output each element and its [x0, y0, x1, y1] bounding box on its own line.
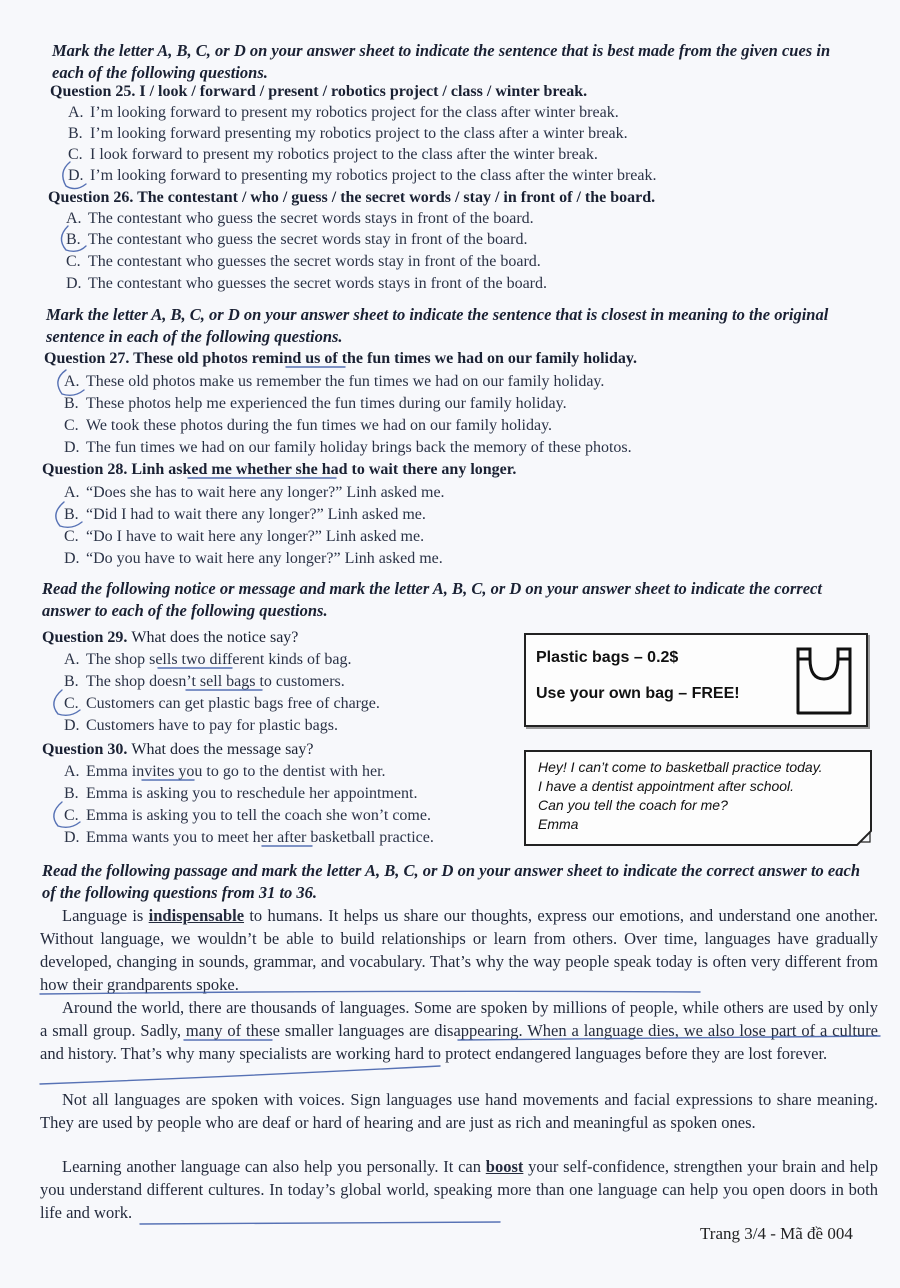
section-instruction-2: Mark the letter A, B, C, or D on your answer sheet to indicate the sentence that is closest in meaning to the original sentence in each of the following questions.	[46, 305, 829, 346]
option-text: “Does she has to wait here any longer?” Linh asked me.	[86, 484, 445, 501]
p4-start: Learning another language can also help you personally. It can	[62, 1157, 486, 1176]
option-letter: D.	[68, 167, 84, 184]
message-line-3: Can you tell the coach for me?	[538, 797, 728, 813]
question-26	[48, 188, 868, 208]
q30-option-d[interactable]	[64, 828, 434, 848]
p2-text: Around the world, there are thousands of languages. Some are spoken by millions of people, while others are used by only a small group. Sadly, many of these smaller languages are disappearing. When a language dies, we also lose part of a culture and history. That’s why many specialists are working hard to protect endangered languages before they are lost forever.	[40, 998, 878, 1063]
shopping-bag-icon	[792, 645, 856, 717]
q25-option-b[interactable]	[68, 124, 628, 144]
option-letter: A.	[64, 651, 80, 668]
highlighted-word-indispensable: indispensable	[148, 906, 245, 925]
question-label: Question 27.	[44, 350, 130, 367]
option-letter: C.	[68, 146, 83, 163]
option-text: These old photos make us remember the fun times we had on our family holiday.	[86, 373, 605, 390]
option-text: The contestant who guess the secret words stay in front of the board.	[88, 231, 528, 248]
section-instruction-3: Read the following notice or message and mark the letter A, B, C, or D on your answer sheet to indicate the correct answer to each of the following questions.	[42, 579, 822, 620]
q25-option-c[interactable]	[68, 145, 598, 165]
message-line-1: Hey! I can’t come to basketball practice today.	[538, 759, 823, 775]
highlighted-word-boost: boost	[485, 1157, 524, 1176]
option-text: Emma is asking you to tell the coach she won’t come.	[86, 807, 431, 824]
option-letter: C.	[64, 807, 79, 824]
q25-option-a[interactable]	[68, 103, 619, 123]
option-letter: A.	[66, 210, 82, 227]
option-letter: A.	[68, 104, 84, 121]
option-letter: B.	[64, 395, 79, 412]
question-label: Question 29.	[42, 629, 128, 646]
q26-option-d[interactable]	[66, 274, 547, 294]
option-letter: D.	[66, 275, 82, 292]
option-letter: D.	[64, 439, 80, 456]
option-letter: D.	[64, 829, 80, 846]
message-text	[538, 758, 868, 834]
q30-option-b[interactable]	[64, 784, 417, 804]
q28-option-d[interactable]	[64, 549, 443, 569]
option-letter: B.	[64, 785, 79, 802]
option-letter: D.	[64, 717, 80, 734]
q28-option-c[interactable]	[64, 527, 424, 547]
option-text: “Did I had to wait there any longer?” Linh asked me.	[86, 506, 426, 523]
option-text: The shop doesn’t sell bags to customers.	[86, 673, 345, 690]
question-25	[50, 82, 870, 102]
p1-start: Language is	[62, 906, 149, 925]
option-letter: D.	[64, 550, 80, 567]
option-text: We took these photos during the fun times we had on our family holiday.	[86, 417, 553, 434]
option-letter: C.	[66, 253, 81, 270]
option-text: The contestant who guesses the secret words stay in front of the board.	[88, 253, 541, 270]
page-footer: Trang 3/4 - Mã đề 004	[700, 1224, 853, 1243]
option-text: The shop sells two different kinds of bag.	[86, 651, 352, 668]
notice-line-2: Use your own bag – FREE!	[536, 685, 740, 702]
q29-option-b[interactable]	[64, 672, 345, 692]
passage-paragraph-3	[40, 1088, 878, 1134]
passage-paragraph-4	[40, 1155, 878, 1224]
question-29	[42, 628, 512, 648]
q29-option-a[interactable]	[64, 650, 351, 670]
option-letter: C.	[64, 417, 79, 434]
q28-option-a[interactable]	[64, 483, 445, 503]
p4-end: your self-confidence, strengthen your brain and help you understand different cultures. In today’s global world, speaking more than one language can help you open doors in both life and work.	[40, 1157, 879, 1222]
option-letter: B.	[64, 506, 79, 523]
q28-option-b[interactable]	[64, 505, 426, 525]
question-30	[42, 740, 512, 760]
question-label: Question 25.	[50, 83, 136, 100]
message-box	[524, 750, 872, 846]
question-stem: What does the notice say?	[131, 629, 299, 646]
p1-end: to humans. It helps us share our thoughts, express our emotions, and understand one another. Without language, we wouldn’t be able to build relationships or learn from others. Over time, languages have gradually developed, changing in sounds, grammar, and vocabulary. That’s why the way people speak today is often very different from how their grandparents spoke.	[40, 906, 878, 994]
underline-culture	[40, 1066, 440, 1084]
passage-paragraph-1	[40, 904, 878, 996]
question-stem: Linh asked me whether she had to wait there any longer.	[131, 461, 517, 478]
q30-option-c[interactable]	[64, 806, 431, 826]
q27-option-a[interactable]	[64, 372, 604, 392]
option-text: I’m looking forward to presenting my robotics project to the class after the winter break.	[90, 167, 657, 184]
p3-text: Not all languages are spoken with voices. Sign languages use hand movements and facial expressions to share meaning. They are used by people who are deaf or hard of hearing and are just as rich and meaningful as spoken ones.	[40, 1090, 878, 1132]
passage-paragraph-2	[40, 996, 878, 1065]
option-text: Emma invites you to go to the dentist with her.	[86, 763, 386, 780]
option-letter: A.	[64, 484, 80, 501]
notice-line-1: Plastic bags – 0.2$	[536, 649, 679, 666]
option-letter: B.	[66, 231, 81, 248]
q26-option-b[interactable]	[66, 230, 527, 250]
q25-option-d[interactable]	[68, 166, 657, 186]
q26-option-a[interactable]	[66, 209, 534, 229]
section-instruction-1: Mark the letter A, B, C, or D on your answer sheet to indicate the sentence that is best made from the given cues in each of the following questions.	[52, 41, 831, 82]
question-label: Question 30.	[42, 741, 128, 758]
option-text: I’m looking forward to present my robotics project for the class after winter break.	[90, 104, 619, 121]
option-letter: C.	[64, 695, 79, 712]
q29-option-c[interactable]	[64, 694, 380, 714]
question-stem: I / look / forward / present / robotics project / class / winter break.	[139, 83, 588, 100]
option-text: Emma is asking you to reschedule her appointment.	[86, 785, 418, 802]
question-label: Question 28.	[42, 461, 128, 478]
option-letter: A.	[64, 373, 80, 390]
option-letter: B.	[68, 125, 83, 142]
q29-option-d[interactable]	[64, 716, 338, 736]
option-text: Customers can get plastic bags free of charge.	[86, 695, 380, 712]
option-text: These photos help me experienced the fun times during our family holiday.	[86, 395, 567, 412]
question-stem: What does the message say?	[131, 741, 314, 758]
q26-option-c[interactable]	[66, 252, 541, 272]
q27-option-c[interactable]	[64, 416, 552, 436]
option-text: “Do I have to wait here any longer?” Linh asked me.	[86, 528, 425, 545]
option-text: Customers have to pay for plastic bags.	[86, 717, 338, 734]
option-letter: A.	[64, 763, 80, 780]
question-28	[42, 460, 862, 480]
question-27	[44, 349, 864, 369]
option-text: The contestant who guess the secret words stays in front of the board.	[88, 210, 534, 227]
question-stem: These old photos remind us of the fun times we had on our family holiday.	[133, 350, 637, 367]
option-letter: C.	[64, 528, 79, 545]
page-fold-icon	[856, 830, 872, 846]
option-text: Emma wants you to meet her after basketball practice.	[86, 829, 434, 846]
option-text: The contestant who guesses the secret words stays in front of the board.	[88, 275, 547, 292]
section-instruction-4: Read the following passage and mark the letter A, B, C, or D on your answer sheet to indicate the correct answer to each of the following questions from 31 to 36.	[42, 861, 861, 902]
message-signature: Emma	[538, 816, 579, 832]
notice-box	[524, 633, 868, 727]
option-letter: B.	[64, 673, 79, 690]
question-label: Question 26.	[48, 189, 134, 206]
option-text: I’m looking forward presenting my robotics project to the class after a winter break.	[90, 125, 628, 142]
option-text: The fun times we had on our family holiday brings back the memory of these photos.	[86, 439, 632, 456]
q30-option-a[interactable]	[64, 762, 386, 782]
option-text: “Do you have to wait here any longer?” Linh asked me.	[86, 550, 443, 567]
q27-option-d[interactable]	[64, 438, 632, 458]
q27-option-b[interactable]	[64, 394, 567, 414]
option-text: I look forward to present my robotics project to the class after the winter break.	[90, 146, 598, 163]
message-line-2: I have a dentist appointment after school.	[538, 778, 795, 794]
question-stem: The contestant / who / guess / the secret words / stay / in front of / the board.	[137, 189, 656, 206]
